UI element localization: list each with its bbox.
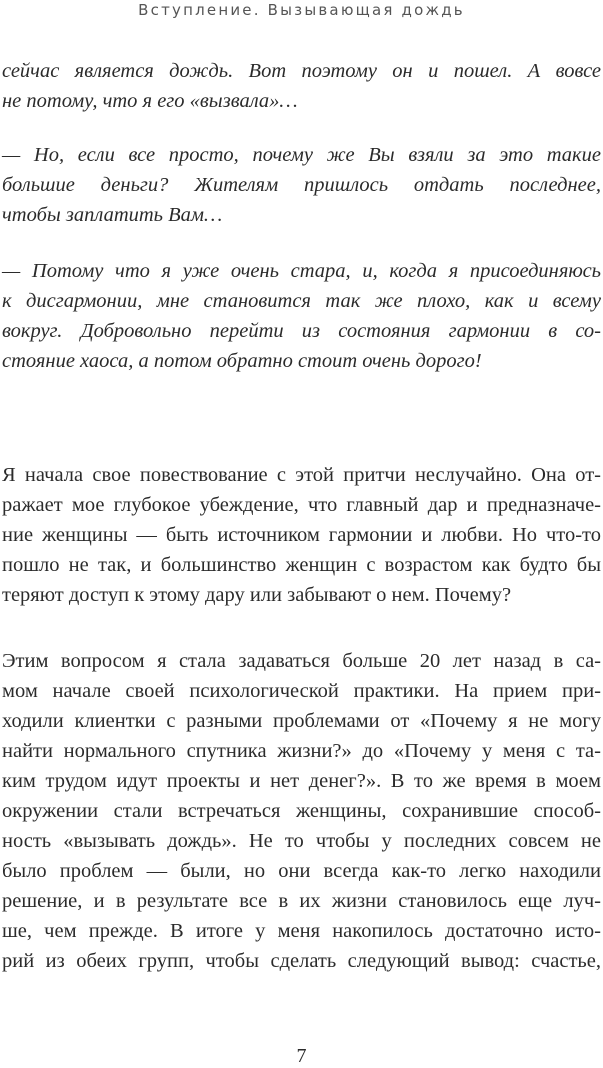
text-line: — Потому что я уже очень стара, и, когда я присоединяюсь <box>2 260 601 282</box>
text-line: пошло не так, и большинство женщин с возрастом как будто бы <box>2 554 601 576</box>
text-line: было проблем — были, но они всегда как-то легко находили <box>2 860 601 882</box>
text-line: ше, чем прежде. В итоге у меня накопилось достаточно исто- <box>2 920 601 942</box>
text-line: ходили клиентки с разными проблемами от «Почему я не могу <box>2 710 601 732</box>
body-paragraph-2 <box>2 646 601 976</box>
text-line: ние женщины — быть источником гармонии и любви. Но что-то <box>2 524 601 546</box>
text-line: ким трудом идут проекты и нет денег?». В то же время в моем <box>2 770 601 792</box>
dialogue-paragraph-2 <box>2 140 601 230</box>
text-line: чтобы заплатить Вам… <box>2 204 223 226</box>
text-line: ность «вызывать дождь». Не то чтобы у последних совсем не <box>2 830 601 852</box>
text-line: не потому, что я его «вызвала»… <box>2 90 298 112</box>
text-line: Я начала свое повествование с этой притчи неслучайно. Она от- <box>2 464 601 486</box>
running-head: Вступление. Вызывающая дождь <box>138 1 465 19</box>
text-line: Этим вопросом я стала задаваться больше 20 лет назад в са- <box>2 650 601 672</box>
text-line: найти нормального спутника жизни?» до «Почему у меня с та- <box>2 740 601 762</box>
text-line: сейчас является дождь. Вот поэтому он и пошел. А вовсе <box>2 60 601 82</box>
text-line: решение, и в результате все в их жизни становилось еще луч- <box>2 890 601 912</box>
dialogue-paragraph-3 <box>2 256 601 376</box>
text-line: рий из обеих групп, чтобы сделать следующий вывод: счастье, <box>2 950 601 972</box>
text-line: вокруг. Добровольно перейти из состояния гармонии в со- <box>2 320 601 342</box>
text-line: теряют доступ к этому дару или забывают о нем. Почему? <box>2 584 512 606</box>
text-line: — Но, если все просто, почему же Вы взяли за это такие <box>2 144 601 166</box>
text-line: большие деньги? Жителям пришлось отдать последнее, <box>2 174 601 196</box>
text-line: мом начале своей психологической практики. На прием при- <box>2 680 601 702</box>
text-line: к дисгармонии, мне становится так же плохо, как и всему <box>2 290 601 312</box>
body-paragraph-1 <box>2 460 601 610</box>
dialogue-paragraph-1 <box>2 56 601 116</box>
text-line: окружении стали встречаться женщины, сохранившие способ- <box>2 800 601 822</box>
text-line: ражает мое глубокое убеждение, что главный дар и предназначе- <box>2 494 601 516</box>
text-line: стояние хаоса, а потом обратно стоит очень дорого! <box>2 350 482 372</box>
page-number: 7 <box>296 1045 307 1067</box>
